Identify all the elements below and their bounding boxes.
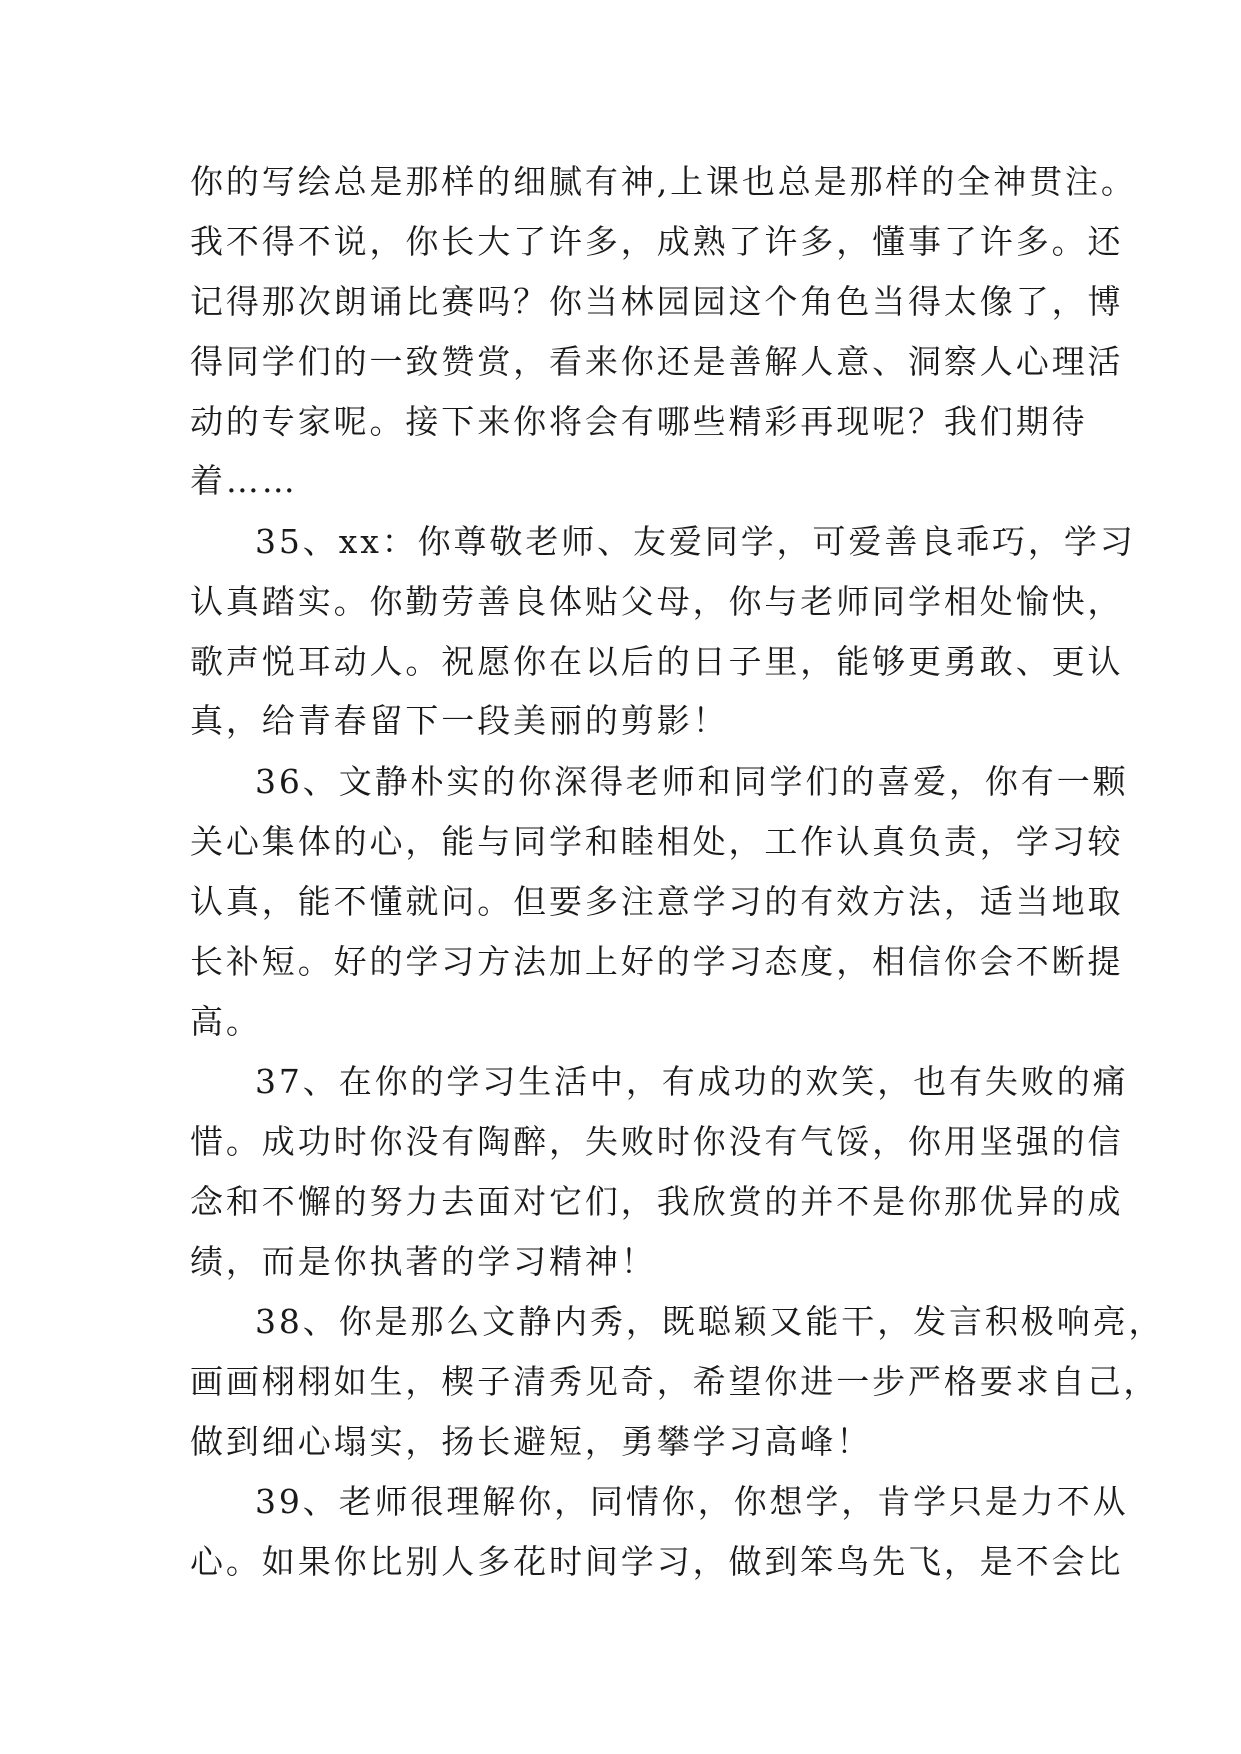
text-line: 做到细心塌实，扬长避短，勇攀学习高峰！ [190,1422,873,1461]
text-line: 认真踏实。你勤劳善良体贴父母，你与老师同学相处愉快， [190,582,1124,621]
text-line: 长补短。好的学习方法加上好的学习态度，相信你会不断提 [190,942,1124,981]
text-line: 关心集体的心，能与同学和睦相处，工作认真负责，学习较 [190,822,1124,861]
paragraph-37-start: 37、在你的学习生活中，有成功的欢笑，也有失败的痛 [255,1062,1129,1101]
paragraph-38-start: 38、你是那么文静内秀，既聪颖又能干，发言积极响亮， [255,1302,1165,1341]
text-line: 画画栩栩如生，楔子清秀见奇，希望你进一步严格要求自己， [190,1362,1160,1401]
paragraph-36-start: 36、文静朴实的你深得老师和同学们的喜爱，你有一颗 [255,762,1129,801]
paragraph-35-start: 35、xx：你尊敬老师、友爱同学，可爱善良乖巧，学习 [255,522,1136,561]
text-line: 我不得不说，你长大了许多，成熟了许多，懂事了许多。还 [190,222,1124,261]
text-line: 惜。成功时你没有陶醉，失败时你没有气馁，你用坚强的信 [190,1122,1124,1161]
text-line: 记得那次朗诵比赛吗？你当林园园这个角色当得太像了，博 [190,282,1124,321]
text-line: 高。 [190,1002,262,1041]
text-line: 真，给青春留下一段美丽的剪影！ [190,701,729,740]
text-line: 动的专家呢。接下来你将会有哪些精彩再现呢？我们期待 [190,402,1088,441]
text-line: 念和不懈的努力去面对它们，我欣赏的并不是你那优异的成 [190,1182,1124,1221]
text-line: 绩，而是你执著的学习精神！ [190,1242,657,1281]
text-line: 你的写绘总是那样的细腻有神,上课也总是那样的全神贯注。 [190,162,1137,201]
text-line: 心。如果你比别人多花时间学习，做到笨鸟先飞，是不会比 [190,1542,1124,1581]
paragraph-39-start: 39、老师很理解你，同情你，你想学，肯学只是力不从 [255,1482,1129,1521]
text-line: 认真，能不懂就问。但要多注意学习的有效方法，适当地取 [190,882,1124,921]
text-line: 歌声悦耳动人。祝愿你在以后的日子里，能够更勇敢、更认 [190,642,1124,681]
text-line: 得同学们的一致赞赏，看来你还是善解人意、洞察人心理活 [190,342,1124,381]
text-line: 着…… [190,461,298,500]
